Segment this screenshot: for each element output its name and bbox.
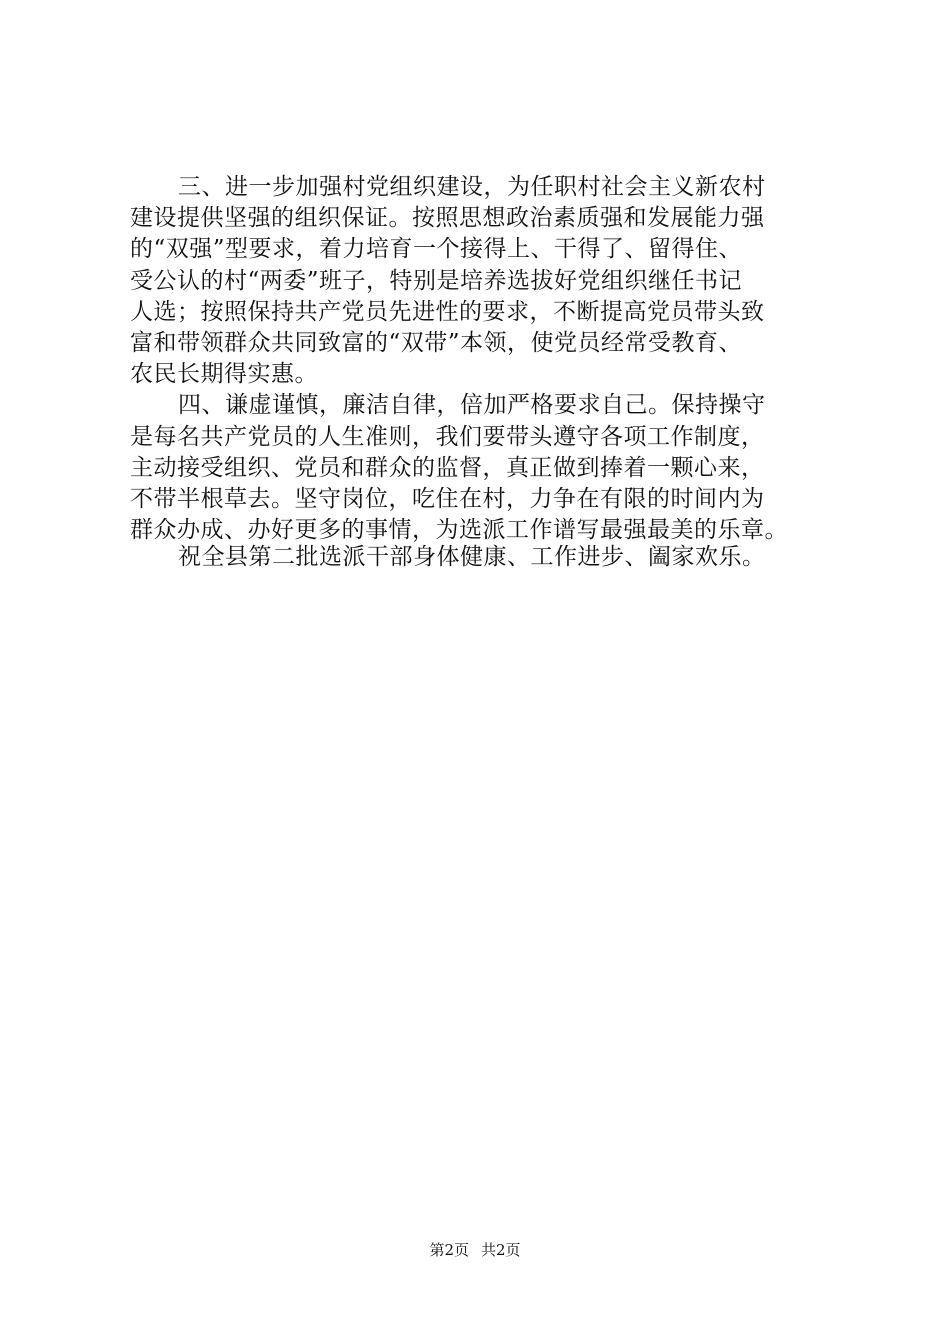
paragraph-4-line-2: 是每名共产党员的人生准则，我们要带头遵守各项工作制度， bbox=[130, 423, 765, 450]
paragraph-4-line-1: 四、谦虚谨慎，廉洁自律，倍加严格要求自己。保持操守 bbox=[178, 392, 766, 419]
paragraph-3-line-6: 富和带领群众共同致富的“双带”本领，使党员经常受教育、 bbox=[130, 329, 743, 356]
page-footer bbox=[0, 1240, 950, 1260]
closing-wishes: 祝全县第二批选派干部身体健康、工作进步、阖家欢乐。 bbox=[178, 544, 766, 570]
paragraph-3-line-5: 人选；按照保持共产党员先进性的要求，不断提高党员带头致 bbox=[130, 298, 765, 325]
paragraph-3-line-1: 三、进一步加强村党组织建设，为任职村社会主义新农村 bbox=[178, 174, 766, 200]
document-body bbox=[130, 172, 850, 546]
page-total: 共2页 bbox=[481, 1241, 521, 1259]
paragraph-4-line-4: 不带半根草去。坚守岗位，吃住在村，力争在有限的时间内为 bbox=[130, 485, 765, 512]
page-number: 第2页 bbox=[429, 1241, 469, 1259]
paragraph-4-line-3: 主动接受组织、党员和群众的监督，真正做到捧着一颗心来， bbox=[130, 454, 765, 481]
paragraph-3-line-3: 的“双强”型要求，着力培育一个接得上、干得了、留得住、 bbox=[130, 236, 743, 263]
paragraph-3-line-4: 受公认的村“两委”班子，特别是培养选拔好党组织继任书记 bbox=[130, 267, 743, 294]
paragraph-3-line-2: 建设提供坚强的组织保证。按照思想政治素质强和发展能力强 bbox=[130, 205, 765, 232]
paragraph-3-line-7: 农民长期得实惠。 bbox=[130, 361, 318, 388]
paragraph-4-line-5: 群众办成、办好更多的事情，为选派工作谱写最强最美的乐章。 bbox=[130, 517, 788, 544]
